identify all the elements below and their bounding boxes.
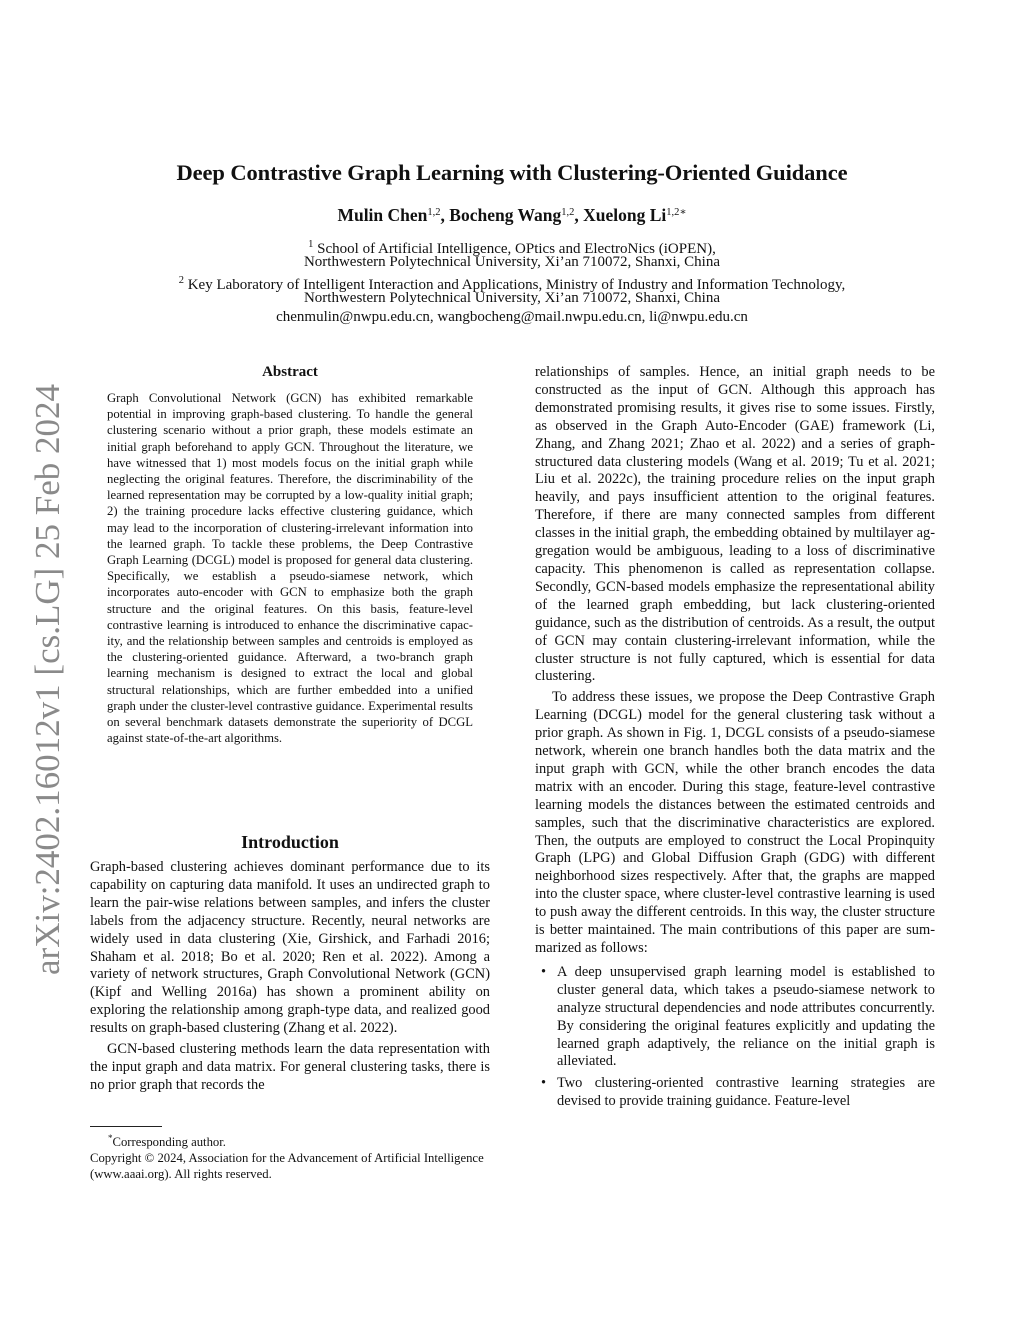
author-list: [0, 205, 1024, 226]
author-affiliation-mark: 1,2: [561, 207, 575, 218]
author-name: Xuelong Li: [583, 205, 667, 225]
author-separator: ,: [440, 205, 450, 225]
author-affiliation-mark: 1,2∗: [666, 207, 687, 218]
abstract-heading: Abstract: [262, 364, 318, 380]
paragraph: GCN-based clustering methods learn the data representation with the input graph and data matrix. For general clustering tasks, there is no prior graph that records the: [90, 1041, 490, 1093]
list-item: • Two clustering-oriented contrastive learning strategies are devised to provide training guidance. Feature-level: [535, 1075, 935, 1111]
arxiv-identifier: arXiv:2402.16012v1 [cs.LG] 25 Feb 2024: [28, 383, 67, 975]
author-affiliation-mark: 1,2: [427, 207, 441, 218]
corresponding-author-note: Corresponding author.: [112, 1135, 226, 1149]
author-name: Mulin Chen: [337, 205, 428, 225]
author-separator: ,: [574, 205, 584, 225]
author-name: Bocheng Wang: [449, 205, 562, 225]
paragraph: Graph-based clustering achieves dominant performance due to its capability on capturing data manifold. It uses an undirected graph to learn the pair-wise relations between samples, and infers the cluster labels from the adjacency structure. Recently, neural networks are widely used in data clustering (Xie, Girshick, and Farhadi 2016; Shaham et al. 2018; Bo et al. 2020; Ren et al. 2022). Among a variety of network structures, Graph Convolutional Network (GCN) (Kipf and Welling 2016a) has shown a prominent ability on exploring the relationship among graph-type data, and realized good results on graph-based clustering (Zhang et al. 2022).: [90, 859, 490, 1037]
affiliation-text: Key Laboratory of Intelligent Interaction and Applications, Ministry of Industry and Information Technology,: [187, 277, 846, 293]
paper-title: Deep Contrastive Graph Learning with Clustering-Oriented Guidance: [176, 160, 848, 185]
affiliation-number: 1: [308, 239, 314, 250]
affiliation-number: 2: [178, 275, 184, 286]
affiliation-2-line-2: Northwestern Polytechnical University, Xi’an 710072, Shanxi, China: [303, 290, 721, 306]
contributions-list: [535, 964, 935, 1111]
right-column-body: [535, 364, 935, 1115]
affiliation-1-line-2: Northwestern Polytechnical University, Xi’an 710072, Shanxi, China: [303, 254, 721, 270]
left-column-body: [90, 859, 490, 1095]
abstract-text: Graph Convolutional Network (GCN) has exhibited remarkable potential in improving graph-based clustering. To handle the general clustering scenario without a prior graph, these models estimate an initial graph beforehand to apply GCN. Throughout the literature, we have witnessed that 1) most models focus on the initial graph while neglecting the original features. Therefore, the discriminability of the learned representation may be corrupted by a low-quality initial graph; 2) the training procedure lacks effective clustering guidance, which may lead to the incorporation of clustering-irrelevant information into the learned graph. To tackle these problems, the Deep Contrastive Graph Learning (DCGL) model is proposed for general data clustering. Specifically, we establish a pseudo-siamese network, which incorporates auto-encoder with GCN to emphasize both the graph structure and the original features. On this basis, feature-level contrastive learning is introduced to enhance the discriminative capacity, and the relationship between samples and centroids is employed as the clustering-oriented guidance. Afterward, a two-branch graph learning mechanism is designed to extract the local and global structural relationships, which are further embedded into a unified graph under the cluster-level contrastive guidance. Experimental results on several benchmark datasets demonstrate the superiority of DCGL against state-of-the-art algorithms.: [107, 391, 473, 746]
introduction-heading: Introduction: [241, 832, 339, 852]
paragraph: relationships of samples. Hence, an initial graph needs to be constructed as the input of GCN. Although this approach has demonstrated promising results, it gives rise to some issues. Firstly, as observed in the Graph Auto-Encoder (GAE) framework (Li, Zhang, and Zhang 2021; Zhao et al. 2022) and a series of graph-structured data clustering models (Wang et al. 2019; Tu et al. 2021; Liu et al. 2022c), the training procedure relies on the input graph heavily, and pays insufficient attention to the original features. Therefore, if there are many connected samples from different classes in the initial graph, the embedding obtained by multilayer aggregation would be ambiguous, leading to a loss of discriminative capacity. This phenomenon is called as representation collapse. Secondly, GCN-based models emphasize the representational ability of the learned graph embedding, but lack clustering-oriented guidance, such as the distribution of centroids. As a result, the output of GCN may contain clustering-irrelevant information, while the cluster structure is not fully captured, which is essential for data clustering.: [535, 364, 935, 685]
list-item: • A deep unsupervised graph learning model is established to cluster general data, which takes a pseudo-siamese network to analyze structural dependencies and node attributes concurrently. By considering the original features explicitly and updating the learned graph adaptively, the reliance on the initial graph is alleviated.: [535, 964, 935, 1071]
footnote-star: *: [108, 1133, 113, 1143]
paragraph: To address these issues, we propose the Deep Contrastive Graph Learning (DCGL) model for the general clustering task without a prior graph. As shown in Fig. 1, DCGL consists of a pseudo-siamese network, wherein one branch handles both the data matrix and the input graph with GCN, while the other branch encodes the data matrix with an encoder. During this stage, feature-level contrastive learning models the distances between the estimated centroids and samples, such that the discriminative characteristics are explored. Then, the outputs are employed to construct the Local Propinquity Graph (LPG) and Global Diffusion Graph (GDG) with different neighborhood sizes respectively. After that, the graphs are mapped into the cluster space, where cluster-level contrastive learning is used to push away the different centroids. In this way, the cluster structure is better maintained. The main contributions of this paper are summarized as follows:: [535, 689, 935, 956]
author-emails: chenmulin@nwpu.edu.cn, wangbocheng@mail.nwpu.edu.cn, li@nwpu.edu.cn: [276, 309, 748, 325]
footnote: [90, 1130, 490, 1182]
copyright-notice: Copyright © 2024, Association for the Advancement of Artificial Intelligence (www.aaai.org). All rights reserved.: [90, 1151, 484, 1181]
footnote-divider: [90, 1126, 162, 1127]
affiliation-text: School of Artificial Intelligence, OPtics and ElectroNics (iOPEN),: [317, 241, 716, 257]
